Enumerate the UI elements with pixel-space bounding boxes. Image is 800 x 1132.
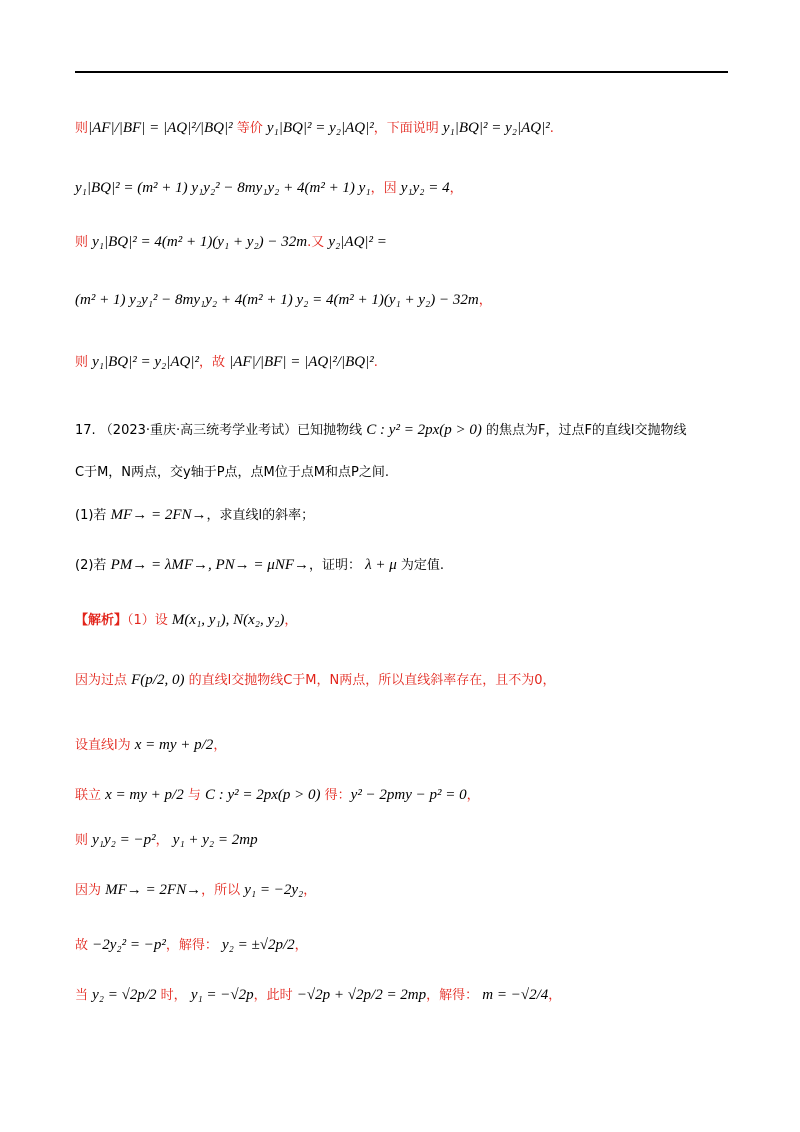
text-segment: 得： bbox=[320, 788, 351, 803]
text-segment: ， bbox=[303, 883, 317, 898]
text-line-l13 bbox=[75, 785, 480, 806]
math-expression: M(x₁, y₁), N(x₂, y₂) bbox=[171, 612, 285, 628]
text-segment: 则 bbox=[75, 833, 93, 848]
math-expression: y₁y₂ = −p² bbox=[92, 832, 156, 848]
text-line-l9 bbox=[75, 555, 444, 576]
text-segment: 则 bbox=[75, 355, 93, 370]
header-rule bbox=[75, 71, 728, 73]
math-expression: x = my + p/2 bbox=[105, 787, 184, 803]
text-segment: ，解得： bbox=[426, 988, 483, 1003]
text-line-l12 bbox=[75, 735, 226, 756]
math-expression: (m² + 1) y₂y₁² − 8my₁y₂ + 4(m² + 1) y₂ = 4(m² + 1)(y₁ + y₂) − 32m bbox=[75, 292, 479, 308]
text-segment: ，故 bbox=[199, 355, 230, 370]
text-segment: ，证明： bbox=[308, 558, 366, 573]
text-segment: 当 bbox=[75, 988, 93, 1003]
math-expression: y₁ = −√2p bbox=[190, 987, 254, 1003]
text-segment: 等价 bbox=[232, 121, 267, 136]
text-line-l7 bbox=[75, 462, 389, 483]
text-segment: . bbox=[373, 355, 378, 370]
math-expression: y₂|AQ|² = bbox=[328, 234, 387, 250]
text-segment: ，因 bbox=[370, 181, 401, 196]
math-expression: y₁ = −2y₂ bbox=[244, 882, 304, 898]
math-expression: MF→ = 2FN→ bbox=[105, 882, 202, 898]
math-expression: y² − 2pmy − p² = 0 bbox=[350, 787, 467, 803]
text-segment: ， bbox=[294, 938, 308, 953]
math-expression: m = −√2/4 bbox=[482, 987, 549, 1003]
text-segment: 与 bbox=[183, 788, 205, 803]
math-expression: λ + μ bbox=[365, 557, 397, 573]
text-segment: ，解得： bbox=[165, 938, 223, 953]
text-segment: .又 bbox=[307, 235, 329, 250]
math-expression: |AF|/|BF| = |AQ|²/|BQ|² bbox=[88, 120, 233, 136]
text-line-l1 bbox=[75, 118, 554, 139]
math-expression: F(p/2, 0) bbox=[131, 672, 185, 688]
math-expression: −2y₂² = −p² bbox=[92, 937, 166, 953]
math-expression: y₁|BQ|² = y₂|AQ|² bbox=[92, 354, 199, 370]
math-expression: y₂ = √2p/2 bbox=[92, 987, 157, 1003]
math-expression: |AF|/|BF| = |AQ|²/|BQ|² bbox=[229, 354, 374, 370]
math-expression: C : y² = 2px(p > 0) bbox=[204, 787, 321, 803]
text-line-l15 bbox=[75, 880, 316, 901]
text-line-l11 bbox=[75, 670, 556, 691]
text-segment: 时， bbox=[156, 988, 191, 1003]
text-segment: 则 bbox=[75, 235, 93, 250]
text-segment: 设直线l为 bbox=[75, 738, 135, 753]
text-line-l10 bbox=[75, 610, 297, 631]
text-segment: 的焦点为F，过点F的直线l交抛物线 bbox=[481, 423, 687, 438]
text-segment: 17. （2023·重庆·高三统考学业考试）已知抛物线 bbox=[75, 423, 367, 438]
text-line-l4 bbox=[75, 290, 492, 311]
text-segment: ， bbox=[284, 613, 298, 628]
text-segment: （1）设 bbox=[127, 613, 172, 628]
text-segment: 【解析】 bbox=[75, 613, 128, 628]
text-line-l3 bbox=[75, 232, 387, 253]
text-line-l16 bbox=[75, 935, 308, 956]
text-segment: 的直线l交抛物线C于M，N两点，所以直线斜率存在，且不为0， bbox=[184, 673, 556, 688]
text-segment: ， bbox=[155, 833, 173, 848]
text-segment: ， bbox=[548, 988, 562, 1003]
math-expression: PM→ = λMF→, PN→ = μNF→ bbox=[110, 557, 309, 573]
text-line-l5 bbox=[75, 352, 378, 373]
text-segment: ，所以 bbox=[201, 883, 245, 898]
text-segment: 联立 bbox=[75, 788, 106, 803]
math-expression: y₁|BQ|² = y₂|AQ|² bbox=[442, 120, 550, 136]
math-expression: y₁ + y₂ = 2mp bbox=[172, 832, 258, 848]
text-segment: 因为过点 bbox=[75, 673, 132, 688]
text-segment: (2)若 bbox=[75, 558, 111, 573]
text-segment: ， bbox=[478, 293, 492, 308]
text-segment: ， bbox=[213, 738, 227, 753]
math-expression: y₂ = ±√2p/2 bbox=[222, 937, 295, 953]
math-expression: MF→ = 2FN→ bbox=[110, 507, 207, 523]
math-expression: y₁|BQ|² = 4(m² + 1)(y₁ + y₂) − 32m bbox=[92, 234, 308, 250]
text-line-l2 bbox=[75, 178, 463, 199]
text-line-l6 bbox=[75, 420, 687, 441]
text-segment: ， bbox=[449, 181, 463, 196]
text-segment: 故 bbox=[75, 938, 93, 953]
text-line-l8 bbox=[75, 505, 314, 526]
text-segment: 则 bbox=[75, 121, 89, 136]
math-expression: y₁y₂ = 4 bbox=[400, 180, 450, 196]
text-segment: ，下面说明 bbox=[373, 121, 443, 136]
math-expression: y₁|BQ|² = y₂|AQ|² bbox=[266, 120, 374, 136]
text-segment: ，求直线l的斜率； bbox=[206, 508, 315, 523]
text-segment: 为定值. bbox=[396, 558, 445, 573]
math-expression: x = my + p/2 bbox=[134, 737, 214, 753]
text-segment: C于M，N两点，交y轴于P点，点M位于点M和点P之间. bbox=[75, 465, 389, 480]
math-expression: y₁|BQ|² = (m² + 1) y₁y₂² − 8my₁y₂ + 4(m² + 1) y₁ bbox=[75, 180, 371, 196]
math-expression: C : y² = 2px(p > 0) bbox=[366, 422, 482, 438]
text-line-l14 bbox=[75, 830, 258, 851]
text-segment: . bbox=[549, 121, 554, 136]
text-segment: ， bbox=[466, 788, 480, 803]
text-segment: 因为 bbox=[75, 883, 106, 898]
text-segment: (1)若 bbox=[75, 508, 111, 523]
math-expression: −√2p + √2p/2 = 2mp bbox=[296, 987, 427, 1003]
text-line-l17 bbox=[75, 985, 561, 1006]
text-segment: ，此时 bbox=[253, 988, 297, 1003]
